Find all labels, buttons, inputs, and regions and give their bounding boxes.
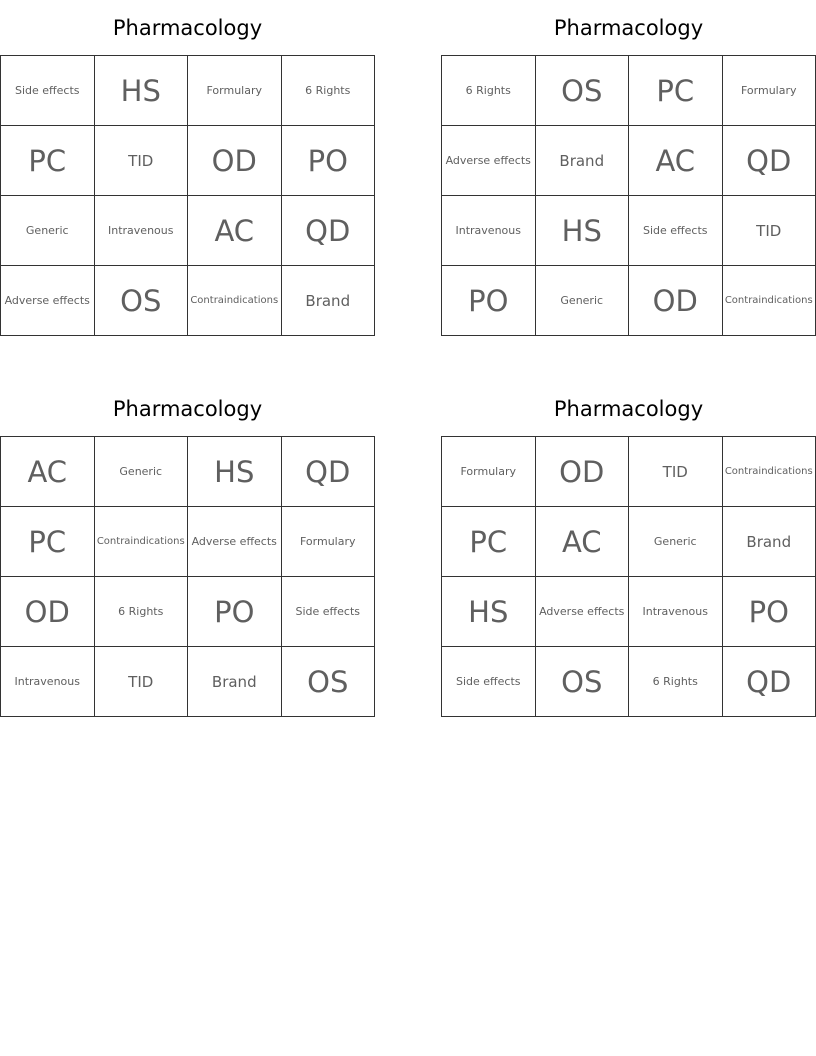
grid-cell: 6 Rights xyxy=(629,647,723,717)
grid-cell: Intravenous xyxy=(1,647,95,717)
grid-cell: QD xyxy=(282,196,376,266)
grid-cell: Brand xyxy=(723,507,816,577)
grid-cell: QD xyxy=(723,647,816,717)
grid-cell: AC xyxy=(629,126,723,196)
grid-cell: HS xyxy=(95,56,189,126)
grid-cell: PC xyxy=(1,126,95,196)
grid-cell: HS xyxy=(442,577,536,647)
grid-cell: Brand xyxy=(536,126,630,196)
grid-cell: PO xyxy=(442,266,536,336)
grid-cell: PO xyxy=(188,577,282,647)
grid-cell: Intravenous xyxy=(442,196,536,266)
grid-cell: Contraindications xyxy=(95,507,189,577)
grid-cell: QD xyxy=(282,437,376,507)
grid-cell: AC xyxy=(188,196,282,266)
grid-cell: Side effects xyxy=(1,56,95,126)
grid-cell: Brand xyxy=(188,647,282,717)
grid-cell: PO xyxy=(723,577,816,647)
grid-cell: AC xyxy=(1,437,95,507)
grid-cell: QD xyxy=(723,126,816,196)
grid-cell: TID xyxy=(629,437,723,507)
grid-cell: Adverse effects xyxy=(536,577,630,647)
grid-cell: OS xyxy=(536,647,630,717)
grid-cell: Brand xyxy=(282,266,376,336)
bingo-card-1 xyxy=(0,0,375,336)
grid-cell: Generic xyxy=(1,196,95,266)
grid-cell: PC xyxy=(1,507,95,577)
grid-cell: Adverse effects xyxy=(1,266,95,336)
grid-cell: Formulary xyxy=(723,56,816,126)
grid-cell: OS xyxy=(95,266,189,336)
grid-cell: Side effects xyxy=(442,647,536,717)
grid-cell: Adverse effects xyxy=(442,126,536,196)
grid-cell: Side effects xyxy=(629,196,723,266)
grid-cell: Contraindications xyxy=(188,266,282,336)
grid-cell: PC xyxy=(442,507,536,577)
bingo-card-2 xyxy=(441,0,816,336)
grid-cell: HS xyxy=(188,437,282,507)
grid-cell: Contraindications xyxy=(723,266,816,336)
grid-cell: PC xyxy=(629,56,723,126)
grid-cell: Intravenous xyxy=(95,196,189,266)
grid-cell: TID xyxy=(95,126,189,196)
grid-cell: OS xyxy=(536,56,630,126)
grid-cell: OS xyxy=(282,647,376,717)
grid-cell: Intravenous xyxy=(629,577,723,647)
grid-cell: Contraindications xyxy=(723,437,816,507)
bingo-card-4 xyxy=(441,381,816,717)
grid-cell: OD xyxy=(188,126,282,196)
card-title: Pharmacology xyxy=(112,16,263,40)
grid-cell: 6 Rights xyxy=(95,577,189,647)
grid-cell: Side effects xyxy=(282,577,376,647)
card-title: Pharmacology xyxy=(553,397,704,421)
card-title: Pharmacology xyxy=(112,397,263,421)
grid-cell: OD xyxy=(629,266,723,336)
bingo-grid xyxy=(0,55,375,336)
grid-cell: Generic xyxy=(536,266,630,336)
card-title: Pharmacology xyxy=(553,16,704,40)
grid-cell: HS xyxy=(536,196,630,266)
grid-cell: AC xyxy=(536,507,630,577)
grid-cell: TID xyxy=(95,647,189,717)
grid-cell: Generic xyxy=(95,437,189,507)
bingo-grid xyxy=(441,436,816,717)
grid-cell: 6 Rights xyxy=(282,56,376,126)
grid-cell: Formulary xyxy=(442,437,536,507)
grid-cell: 6 Rights xyxy=(442,56,536,126)
grid-cell: Formulary xyxy=(188,56,282,126)
bingo-grid xyxy=(441,55,816,336)
grid-cell: OD xyxy=(536,437,630,507)
grid-cell: Generic xyxy=(629,507,723,577)
grid-cell: Adverse effects xyxy=(188,507,282,577)
grid-cell: PO xyxy=(282,126,376,196)
bingo-card-3 xyxy=(0,381,375,717)
grid-cell: Formulary xyxy=(282,507,376,577)
grid-cell: OD xyxy=(1,577,95,647)
grid-cell: TID xyxy=(723,196,816,266)
bingo-grid xyxy=(0,436,375,717)
